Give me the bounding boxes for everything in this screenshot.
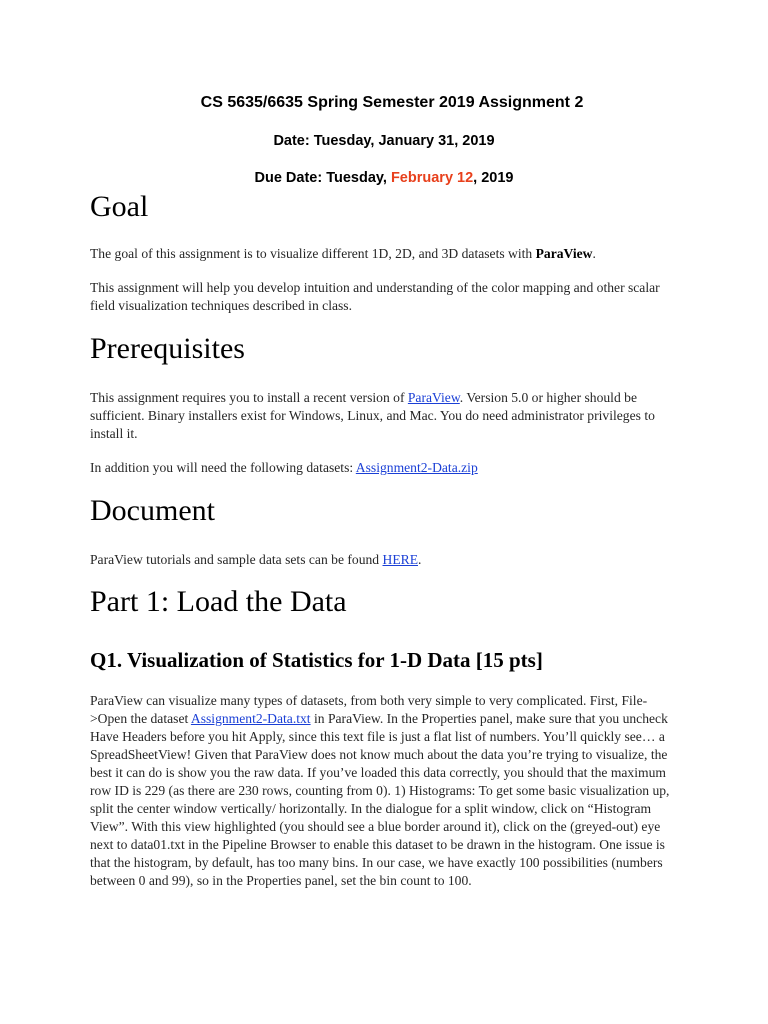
assignment-due-date (0, 170, 768, 186)
document-paragraph (90, 551, 682, 569)
q1-p1-end: in ParaView. In the Properties panel, make sure that you uncheck Have Headers before you hit Apply, since this text file is just a flat list of numbers. You’ll quickly see… a SpreadSheetView! Given that ParaView does not know much about the data you’re trying to visualize, the best it can do is show you the raw data. If you’ve loaded this data correctly, you should that the maximum row ID is 229 (as there are 230 rows, counting from 0). 1) Histograms: To get some basic visualization up, split the center window vertically/ horizontally. In the dialogue for a split window, click on “Histogram View”. With this view highlighted (you should see a blue border around it), click on the (greyed-out) eye next to data01.txt in the Pipeline Browser to enable this dataset to be drawn in the histogram. One issue is that the histogram, by default, has too many bins. In our case, we have exactly 100 possibilities (numbers between 0 and 99), so in the Properties panel, set the bin count to 100. (90, 711, 670, 888)
dataset-zip-link[interactable]: Assignment2-Data.zip (355, 460, 478, 475)
prereq-p2-start: In addition you will need the following datasets: (90, 460, 356, 475)
prerequisites-heading: Prerequisites (90, 332, 245, 365)
document-p1-end: . (418, 552, 422, 567)
prereq-p1-start: This assignment requires you to install a recent version of (90, 390, 408, 405)
document-heading: Document (90, 494, 215, 527)
q1-heading: Q1. Visualization of Statistics for 1-D Data [15 pts] (90, 648, 543, 672)
here-link[interactable]: HERE (382, 552, 418, 567)
goal-heading: Goal (90, 190, 149, 223)
assignment-title: CS 5635/6635 Spring Semester 2019 Assignment 2 (200, 94, 584, 111)
paraview-link[interactable]: ParaView (407, 390, 460, 405)
prerequisites-paragraph-2 (90, 459, 682, 477)
goal-p1-end: . (592, 246, 596, 261)
dataset-txt-link[interactable]: Assignment2-Data.txt (190, 711, 311, 726)
goal-p1-text: The goal of this assignment is to visualize different 1D, 2D, and 3D datasets with (90, 246, 536, 261)
assignment-date: Date: Tuesday, January 31, 2019 (273, 133, 495, 149)
due-date-highlight: February 12 (390, 170, 474, 186)
prerequisites-paragraph-1 (90, 389, 682, 443)
goal-paragraph-2: This assignment will help you develop intuition and understanding of the color mapping and other scalar field visualization techniques described in class. (90, 280, 660, 313)
due-date-suffix: , 2019 (473, 170, 514, 186)
q1-paragraph (90, 692, 682, 890)
due-date-prefix: Due Date: Tuesday, (254, 170, 391, 186)
goal-paragraph-1 (90, 245, 682, 263)
part1-heading: Part 1: Load the Data (90, 585, 347, 618)
document-p1-start: ParaView tutorials and sample data sets can be found (90, 552, 383, 567)
q1-p1-start: ParaView can visualize many types of datasets, from both very simple to very complicated. First, File->Open the dataset (90, 693, 648, 726)
goal-p1-bold: ParaView (535, 246, 593, 261)
prereq-p1-end: . Version 5.0 or higher should be sufficient. Binary installers exist for Windows, Linux, and Mac. You do need administrator privileges to install it. (90, 390, 655, 441)
